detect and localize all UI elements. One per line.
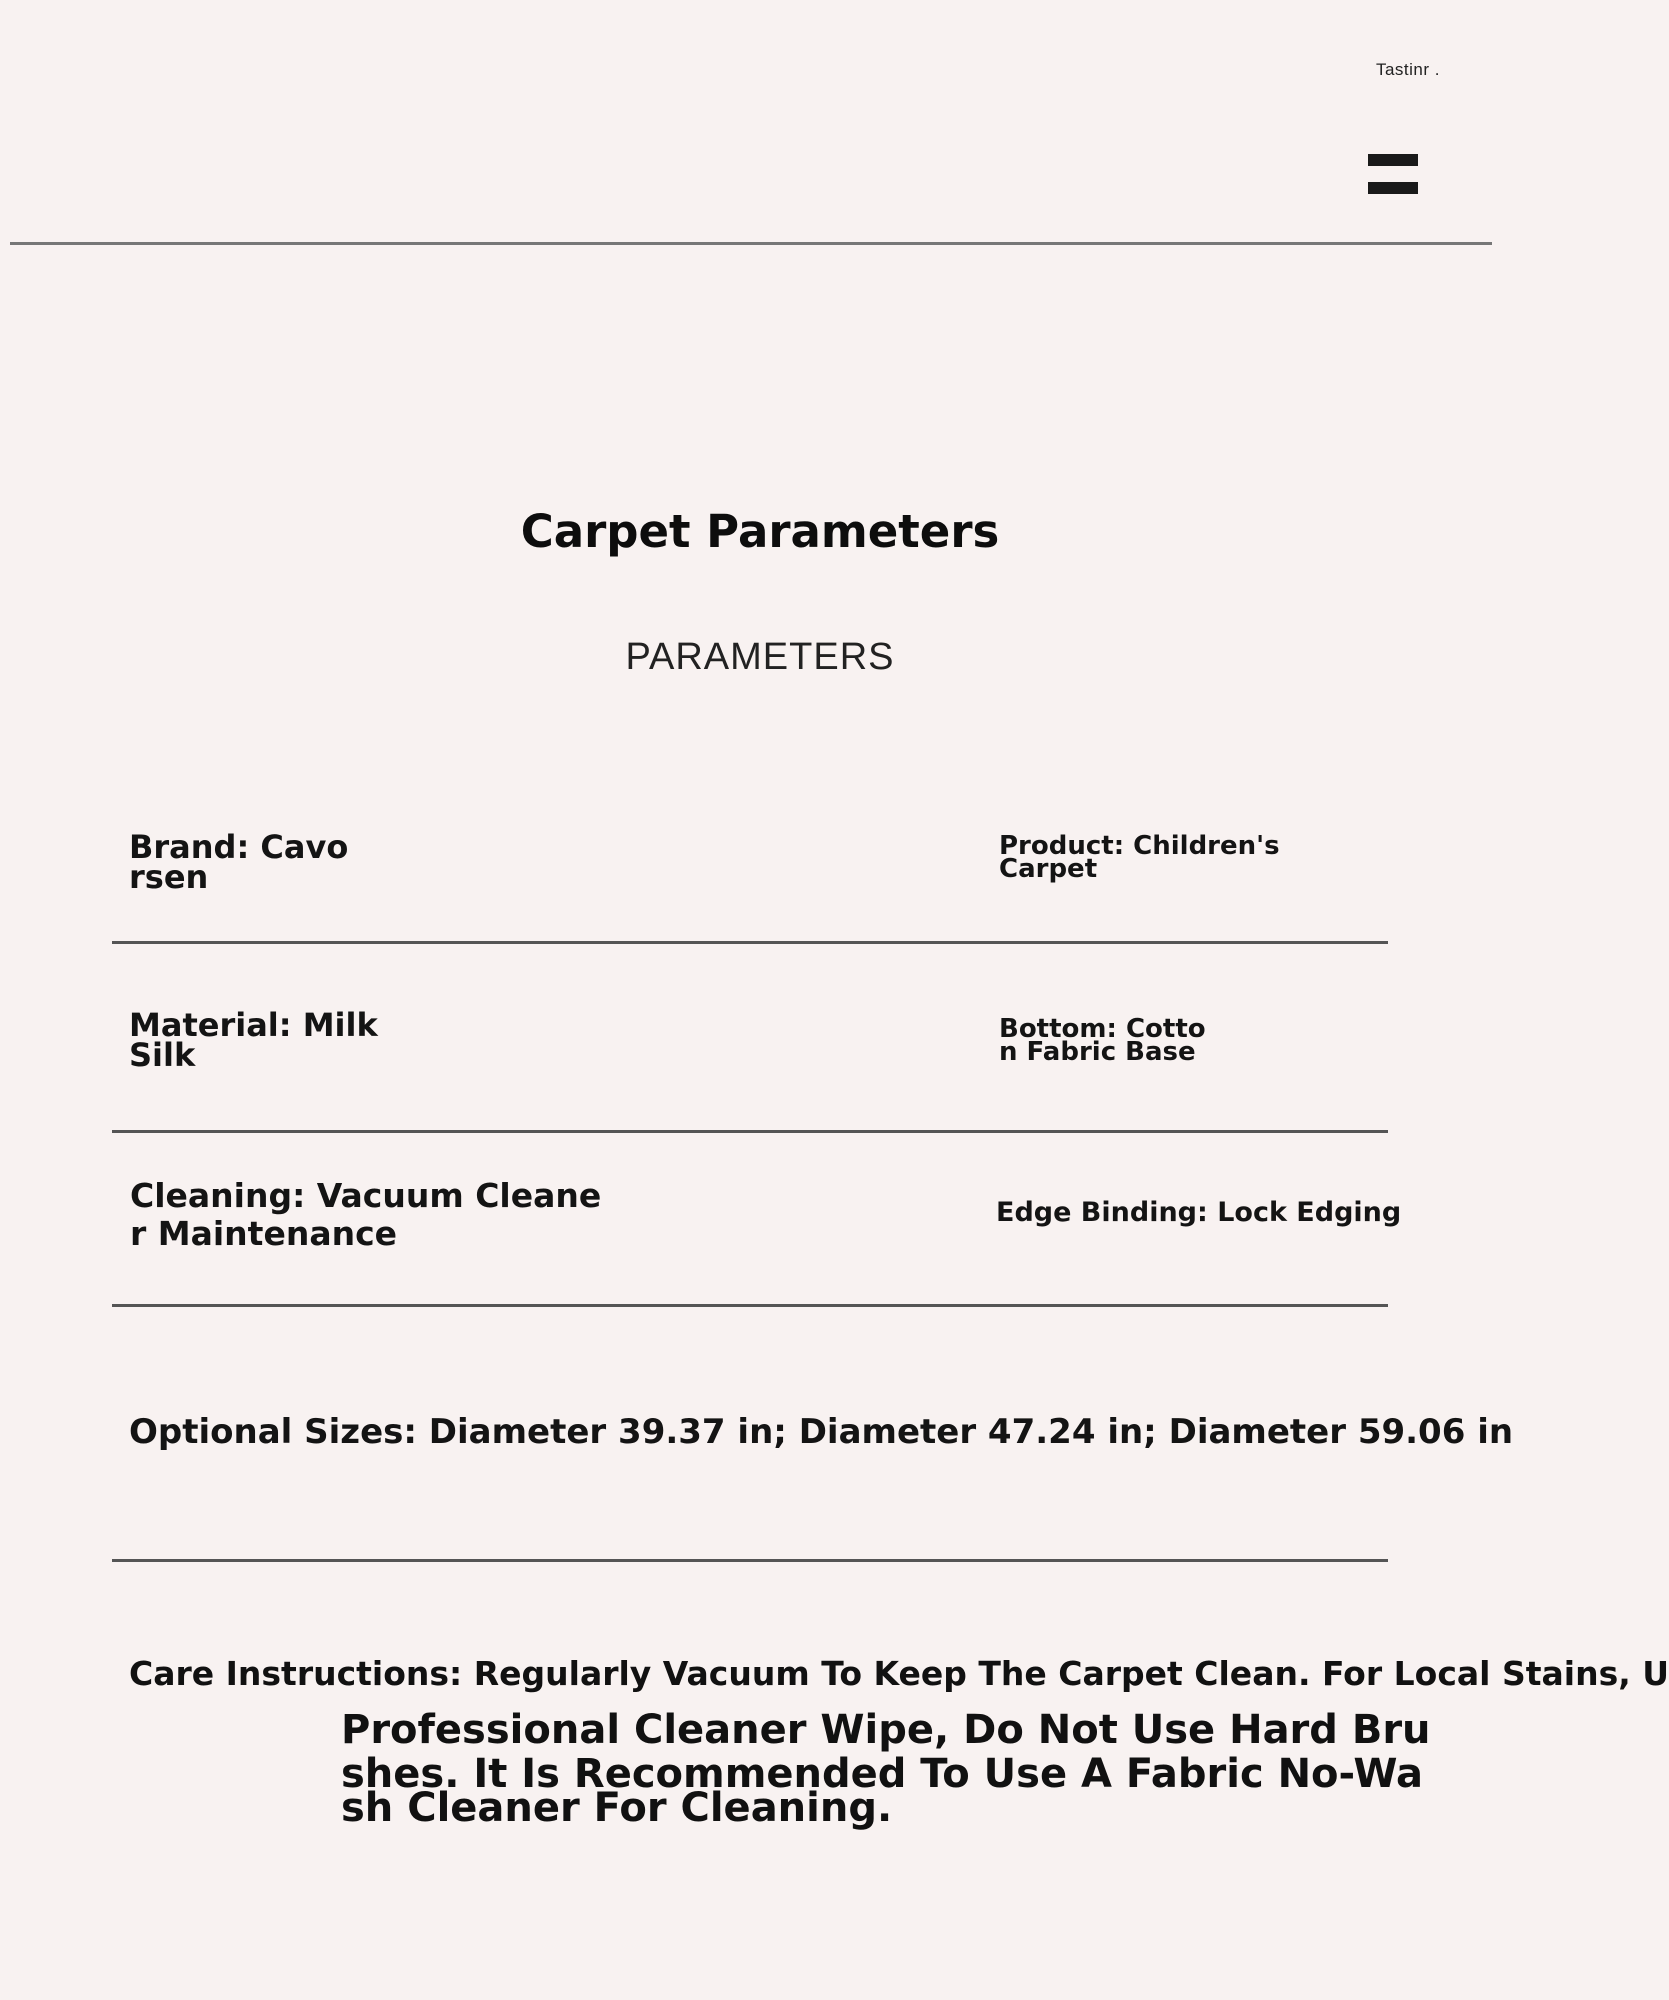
param-cleaning-line1: Cleaning: Vacuum Cleane	[130, 1176, 602, 1215]
row-divider-4	[112, 1559, 1388, 1562]
param-material	[129, 1006, 378, 1074]
menu-bar-bottom	[1368, 182, 1418, 194]
page-title: Carpet Parameters	[520, 505, 1000, 558]
param-optional-sizes: Optional Sizes: Diameter 39.37 in; Diameter 47.24 in; Diameter 59.06 in	[129, 1412, 1514, 1452]
param-material-line2: Silk	[129, 1036, 196, 1074]
row-divider-3	[112, 1304, 1388, 1307]
param-product-line2: Carpet	[999, 854, 1098, 884]
param-bottom-line2: n Fabric Base	[999, 1037, 1196, 1067]
menu-bar-top	[1368, 154, 1418, 166]
param-brand	[129, 828, 349, 896]
care-instructions-line4: sh Cleaner For Cleaning.	[341, 1785, 893, 1831]
header-divider	[10, 242, 1492, 245]
row-divider-1	[112, 941, 1388, 944]
care-instructions-line2: Professional Cleaner Wipe, Do Not Use Hard Bru	[341, 1707, 1431, 1753]
param-cleaning	[130, 1177, 601, 1253]
care-instructions-line1: Care Instructions: Regularly Vacuum To Keep The Carpet Clean. For Local Stains, U	[129, 1654, 1669, 1693]
param-brand-line1: Brand: Cavo	[129, 828, 349, 866]
param-edge-binding: Edge Binding: Lock Edging	[996, 1197, 1402, 1228]
param-cleaning-line2: r Maintenance	[130, 1214, 398, 1253]
care-instructions-line3: shes. It Is Recommended To Use A Fabric No-Wa	[341, 1751, 1424, 1797]
param-material-line1: Material: Milk	[129, 1006, 378, 1044]
param-bottom	[999, 1014, 1206, 1067]
page-subtitle: PARAMETERS	[625, 636, 895, 678]
param-product	[999, 831, 1280, 884]
brand-mark: Tastinr .	[1375, 60, 1440, 79]
care-instructions-block	[341, 1707, 1431, 1831]
param-product-line1: Product: Children's	[999, 831, 1280, 861]
hamburger-menu-icon[interactable]	[1368, 152, 1418, 198]
row-divider-2	[112, 1130, 1388, 1133]
param-bottom-line1: Bottom: Cotto	[999, 1014, 1206, 1044]
param-brand-line2: rsen	[129, 858, 209, 896]
